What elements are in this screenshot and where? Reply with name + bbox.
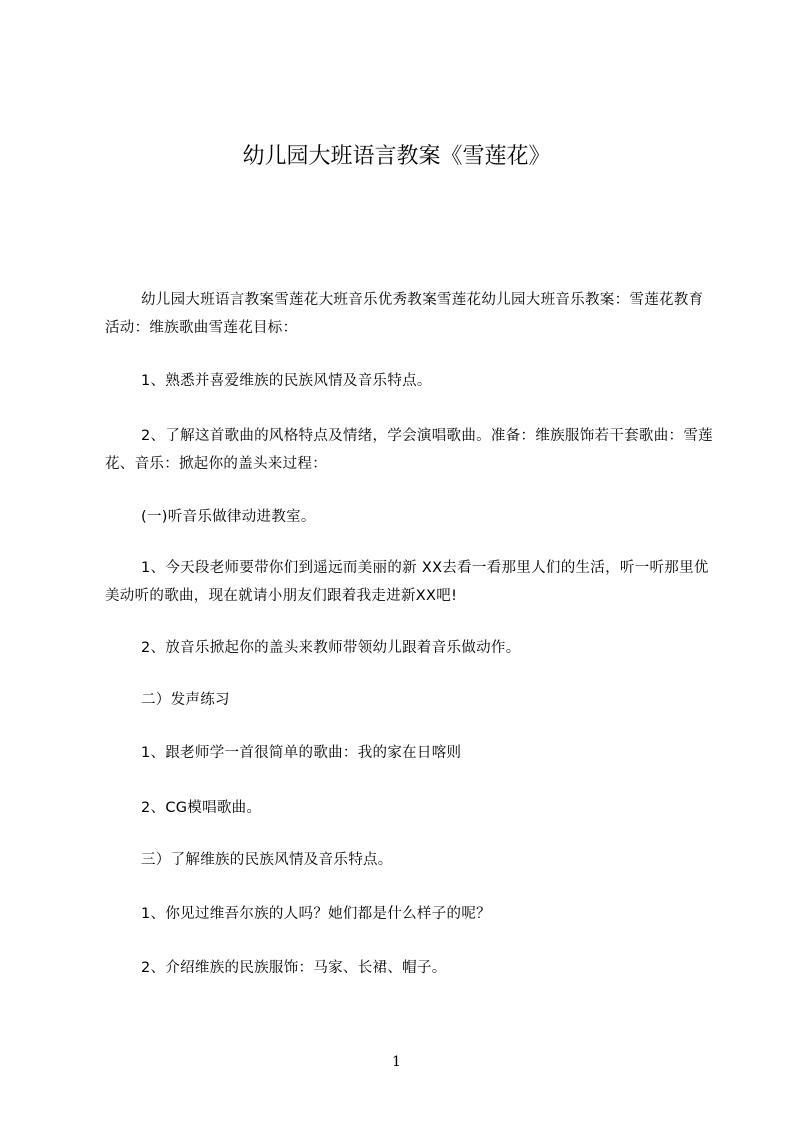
paragraph-intro: 幼儿园大班语言教案雪莲花大班音乐优秀教案雪莲花幼儿园大班音乐教案：雪莲花教育活动：维族歌曲雪莲花目标： (105, 292, 704, 336)
paragraph-question-2: 2、介绍维族的民族服饰：马家、长裙、帽子。 (141, 960, 447, 976)
paragraph-question-1: 1、你见过维吾尔族的人吗？她们都是什么样子的呢？ (141, 906, 491, 922)
page-title: 幼儿园大班语言教案《雪莲花》 (242, 144, 551, 169)
paragraph-step-2: 2、放音乐掀起你的盖头来教师带领幼儿跟着音乐做动作。 (141, 640, 521, 656)
paragraph-goal-2: 2、了解这首歌曲的风格特点及情绪，学会演唱歌曲。准备：维族服饰若干套歌曲：雪莲花、音乐：掀起你的盖头来过程： (105, 428, 713, 472)
paragraph-section-2: 二）发声练习 (141, 692, 230, 708)
paragraph-step-1: 1、今天段老师要带你们到遥远而美丽的新 XX去看一看那里人们的生活，听一听那里优美动听的歌曲，现在就请小朋友们跟着我走进新XX吧! (105, 560, 709, 604)
paragraph-section-3: 三）了解维族的民族风情及音乐特点。 (141, 852, 393, 868)
paragraph-practice-1: 1、跟老师学一首很简单的歌曲：我的家在日喀则 (141, 745, 462, 761)
paragraph-section-1: (一)听音乐做律动进教室。 (141, 509, 316, 525)
paragraph-practice-2: 2、CG模唱歌曲。 (141, 800, 262, 816)
page-number: 1 (392, 1054, 401, 1070)
paragraph-goal-1: 1、熟悉并喜爱维族的民族风情及音乐特点。 (141, 373, 432, 389)
